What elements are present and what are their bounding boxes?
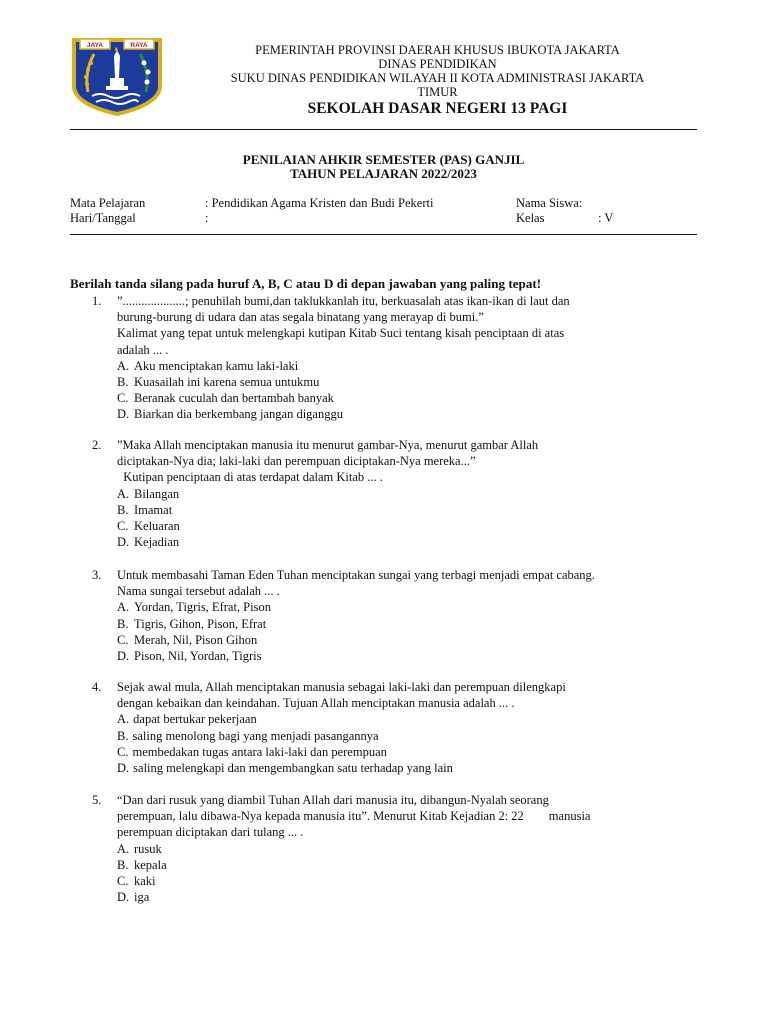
option-text: iga	[134, 890, 150, 905]
class-label: Kelas	[516, 211, 545, 225]
answer-option-a[interactable]	[117, 599, 697, 615]
answer-option-d[interactable]	[117, 534, 697, 550]
logo-text-left: JAYA	[86, 42, 104, 49]
answer-option-b[interactable]	[117, 857, 697, 873]
question-number: 2.	[92, 438, 102, 452]
answer-option-d[interactable]	[117, 889, 697, 905]
answer-option-b[interactable]	[117, 616, 697, 632]
meta-divider	[70, 234, 697, 235]
answer-option-c[interactable]	[117, 632, 697, 648]
dki-jakarta-emblem-logo	[70, 34, 164, 116]
option-letter: B.	[117, 857, 129, 872]
option-letter: C.	[117, 632, 129, 647]
answer-option-a[interactable]	[117, 486, 697, 502]
question-text-line: ”....................; penuhilah bumi,dan taklukkanlah itu, berkuasalah atas ikan-ikan di laut dan	[117, 294, 570, 308]
question-text-line: Sejak awal mula, Allah menciptakan manusia sebagai laki-laki dan perempuan dilengkapi	[117, 680, 566, 694]
question-text-line: Nama sungai tersebut adalah ... .	[117, 584, 280, 599]
option-letter: B.	[117, 502, 129, 517]
question-number: 4.	[92, 680, 102, 694]
answer-option-d[interactable]	[117, 648, 697, 664]
answer-option-a[interactable]	[117, 358, 697, 374]
question-text-line: “Dan dari rusuk yang diambil Tuhan Allah dari manusia itu, dibangun-Nyalah seorang	[117, 793, 549, 807]
question-text-line: ”Maka Allah menciptakan manusia itu menurut gambar-Nya, menurut gambar Allah	[117, 438, 539, 452]
question-number: 1.	[92, 294, 102, 308]
option-text: Biarkan dia berkembang jangan diganggu	[134, 407, 343, 422]
question-text-line: perempuan, lalu dibawa-Nya kepada manusia itu”. Menurut Kitab Kejadian 2: 22 manusia	[117, 809, 591, 824]
logo-text-right: RAYA	[130, 42, 148, 49]
option-letter: D.	[117, 890, 130, 905]
option-text: saling melengkapi dan mengembangkan satu terhadap yang lain	[133, 761, 453, 776]
option-letter: A.	[117, 712, 130, 727]
option-letter: C.	[117, 874, 129, 889]
option-text: Aku menciptakan kamu laki-laki	[134, 358, 299, 373]
question-text-line: adalah ... .	[117, 342, 169, 357]
letterhead	[170, 43, 705, 119]
option-text: rusuk	[134, 841, 162, 856]
option-letter: B.	[117, 375, 129, 390]
option-letter: A.	[117, 841, 130, 856]
question-text-line: perempuan diciptakan dari tulang ... .	[117, 825, 304, 840]
question-text-line: Kalimat yang tepat untuk melengkapi kutipan Kitab Suci tentang kisah penciptaan di atas	[117, 326, 565, 341]
answer-option-c[interactable]	[117, 518, 697, 534]
option-text: Keluaran	[134, 519, 180, 534]
option-text: dapat bertukar pekerjaan	[133, 712, 257, 727]
option-letter: D.	[117, 407, 130, 422]
option-text: saling menolong bagi yang menjadi pasangannya	[132, 728, 379, 743]
date-value: :	[205, 211, 209, 225]
subject-value: : Pendidikan Agama Kristen dan Budi Pekerti	[205, 196, 434, 210]
question-1	[92, 293, 697, 423]
question-2	[92, 437, 697, 550]
option-letter: A.	[117, 600, 130, 615]
option-text: Beranak cuculah dan bertambah banyak	[134, 391, 334, 406]
option-letter: D.	[117, 649, 130, 664]
option-text: Pison, Nil, Yordan, Tigris	[134, 649, 262, 664]
exam-year: TAHUN PELAJARAN 2022/2023	[290, 166, 477, 181]
question-number: 5.	[92, 793, 102, 807]
answer-option-d[interactable]	[117, 406, 697, 422]
answer-option-c[interactable]	[117, 744, 697, 760]
answer-option-d[interactable]	[117, 760, 697, 776]
class-value: : V	[598, 211, 614, 225]
option-text: Bilangan	[134, 486, 180, 501]
option-text: Kuasailah ini karena semua untukmu	[134, 375, 320, 390]
answer-option-c[interactable]	[117, 390, 697, 406]
answer-option-a[interactable]	[117, 841, 697, 857]
option-text: Tigris, Gihon, Pison, Efrat	[134, 616, 267, 631]
answer-option-c[interactable]	[117, 873, 697, 889]
option-text: Merah, Nil, Pison Gihon	[134, 632, 258, 647]
question-number: 3.	[92, 568, 102, 582]
header-line-office: DINAS PENDIDIKAN	[378, 57, 497, 71]
option-letter: B.	[117, 616, 129, 631]
answer-option-a[interactable]	[117, 711, 697, 727]
school-name: SEKOLAH DASAR NEGERI 13 PAGI	[307, 100, 568, 117]
header-line-government: PEMERINTAH PROVINSI DAERAH KHUSUS IBUKOTA JAKARTA	[255, 43, 620, 57]
answer-option-b[interactable]	[117, 728, 697, 744]
student-name-label: Nama Siswa:	[516, 196, 583, 210]
option-letter: C.	[117, 744, 129, 759]
instruction: Berilah tanda silang pada huruf A, B, C atau D di depan jawaban yang paling tepat!	[70, 276, 542, 291]
question-text-line: diciptakan-Nya dia; laki-laki dan perempuan diciptakan-Nya mereka...”	[117, 454, 476, 469]
header-line-suku-dinas: SUKU DINAS PENDIDIKAN WILAYAH II KOTA ADMINISTRASI JAKARTA	[230, 71, 645, 85]
question-text-line: Untuk membasahi Taman Eden Tuhan menciptakan sungai yang terbagi menjadi empat cabang.	[117, 568, 595, 582]
option-text: Imamat	[134, 502, 173, 517]
question-text-line: burung-burung di udara dan atas segala binatang yang merayap di bumi.”	[117, 310, 484, 325]
question-text-line: dengan kebaikan dan keindahan. Tujuan Allah menciptakan manusia adalah ... .	[117, 696, 515, 711]
header-line-region: TIMUR	[417, 85, 458, 99]
option-text: Yordan, Tigris, Efrat, Pison	[134, 600, 271, 615]
date-label: Hari/Tanggal	[70, 211, 136, 225]
question-5	[92, 792, 697, 905]
option-letter: D.	[117, 535, 130, 550]
exam-title: PENILAIAN AHKIR SEMESTER (PAS) GANJIL	[242, 152, 525, 167]
option-letter: A.	[117, 486, 130, 501]
option-text: kepala	[134, 857, 167, 872]
option-letter: C.	[117, 391, 129, 406]
option-letter: A.	[117, 358, 130, 373]
option-letter: C.	[117, 519, 129, 534]
question-4	[92, 679, 697, 776]
subject-label: Mata Pelajaran	[70, 196, 146, 210]
question-text-line: Kutipan penciptaan di atas terdapat dalam Kitab ... .	[117, 470, 383, 485]
letterhead-divider	[70, 129, 697, 130]
answer-option-b[interactable]	[117, 374, 697, 390]
answer-option-b[interactable]	[117, 502, 697, 518]
option-text: kaki	[134, 874, 156, 889]
option-letter: B.	[117, 728, 129, 743]
question-3	[92, 567, 697, 664]
option-text: membedakan tugas antara laki-laki dan perempuan	[132, 744, 387, 759]
option-text: Kejadian	[134, 535, 180, 550]
option-letter: D.	[117, 761, 130, 776]
